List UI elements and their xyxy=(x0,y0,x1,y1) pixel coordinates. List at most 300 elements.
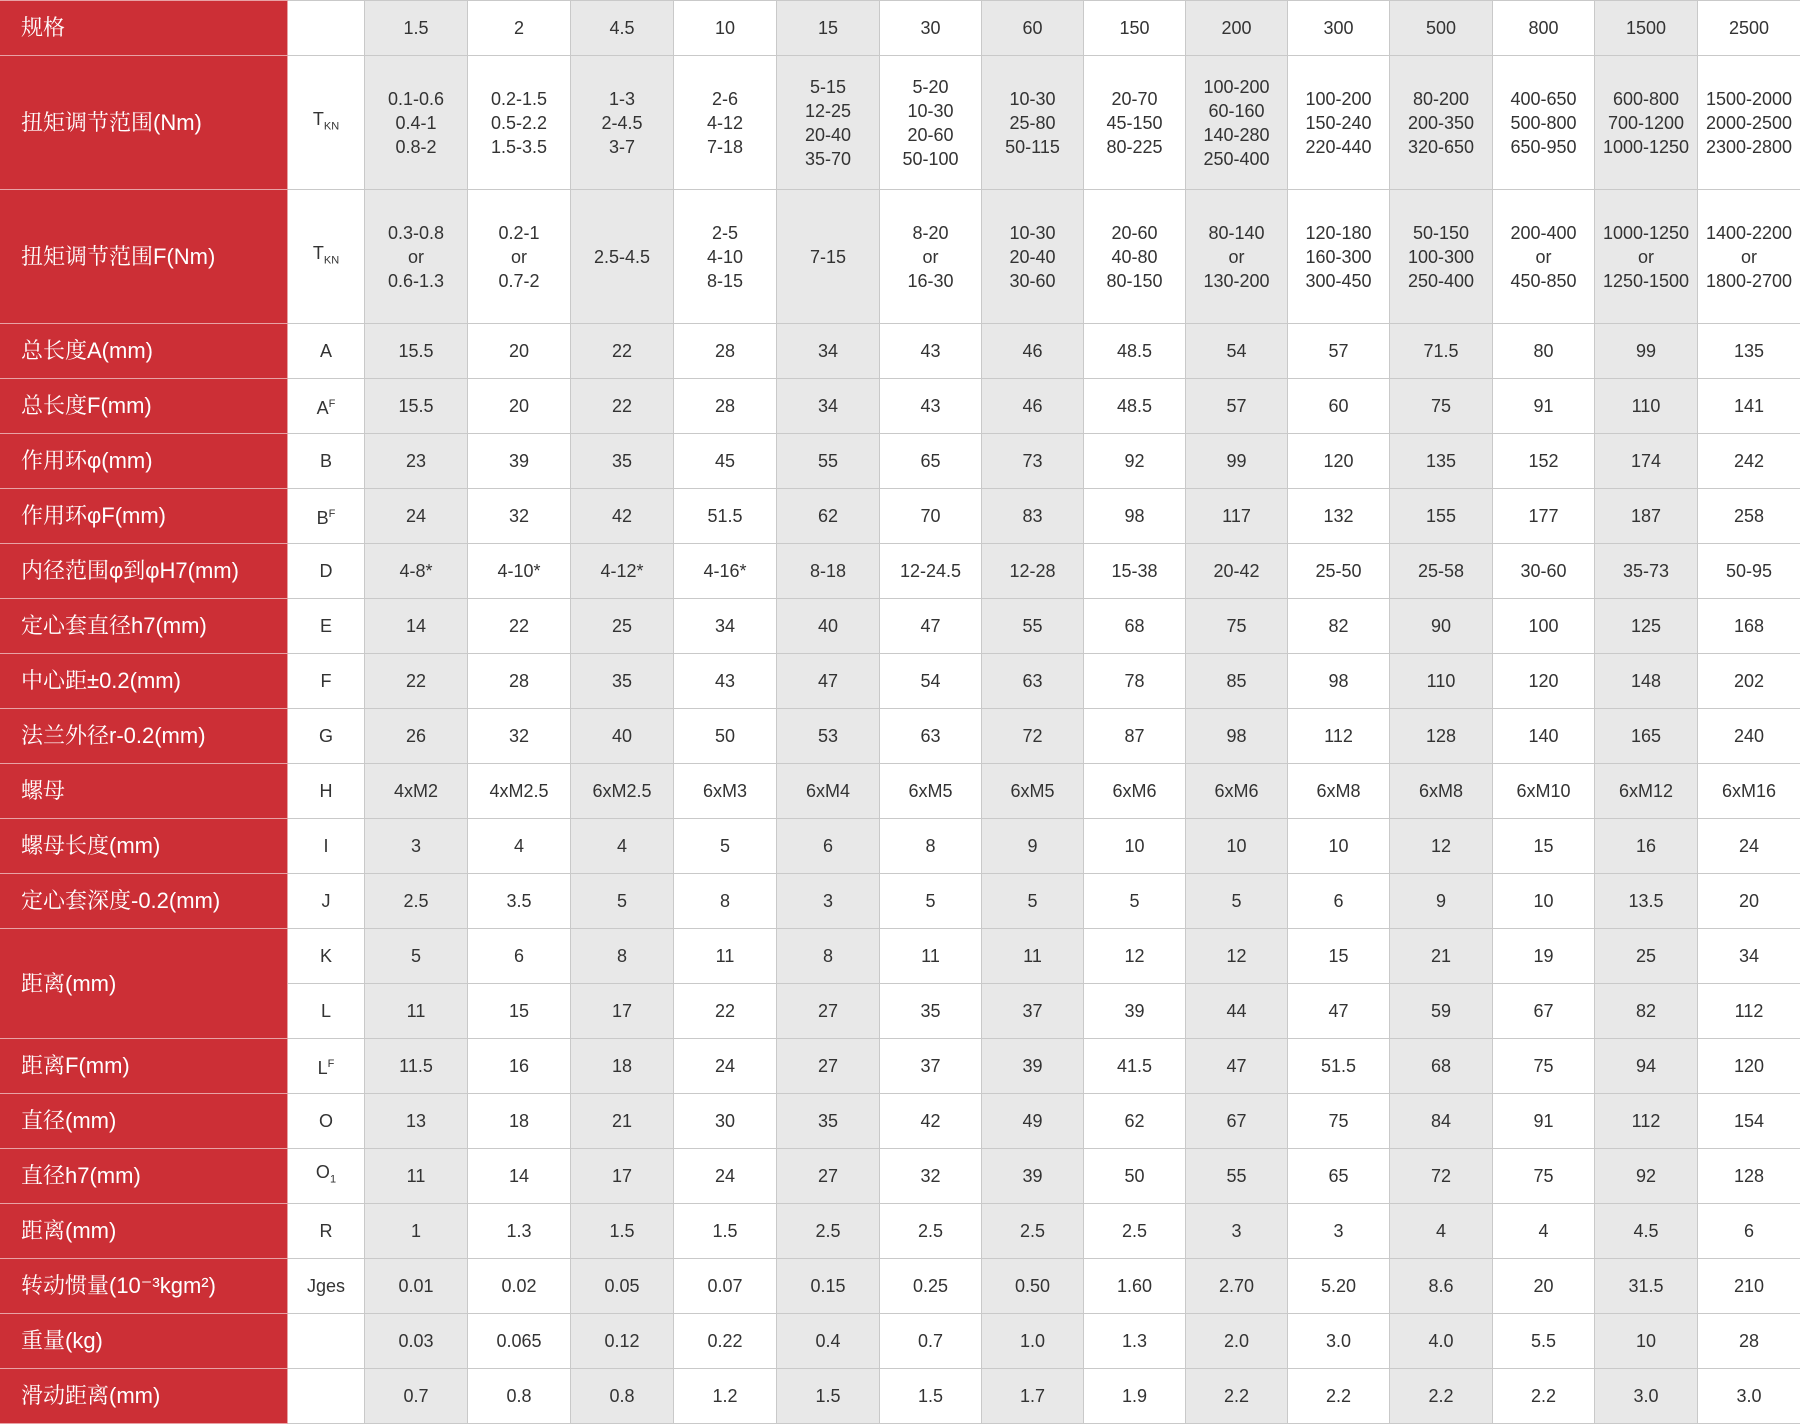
value-cell: 54 xyxy=(1186,324,1288,379)
value-cell: 0.2-1 or 0.7-2 xyxy=(468,190,571,324)
value-cell: 98 xyxy=(1084,489,1186,544)
value-cell: 32 xyxy=(880,1149,982,1204)
row-symbol xyxy=(288,379,365,434)
value-cell: 8 xyxy=(571,929,674,984)
row-label: 距离F(mm) xyxy=(1,1039,288,1094)
symbol-superscript: F xyxy=(329,508,336,520)
value-cell: 6 xyxy=(468,929,571,984)
value-cell: 24 xyxy=(674,1149,777,1204)
value-cell: 20 xyxy=(1493,1259,1595,1314)
value-cell: 1500-2000 2000-2500 2300-2800 xyxy=(1698,56,1800,190)
value-cell: 10 xyxy=(1186,819,1288,874)
value-cell: 148 xyxy=(1595,654,1698,709)
value-cell: 2.2 xyxy=(1493,1369,1595,1424)
value-cell: 20-60 40-80 80-150 xyxy=(1084,190,1186,324)
row-label: 中心距±0.2(mm) xyxy=(1,654,288,709)
row-symbol xyxy=(288,599,365,654)
size-header-cell: 300 xyxy=(1288,1,1390,56)
table-row xyxy=(1,929,1800,984)
value-cell: 0.07 xyxy=(674,1259,777,1314)
row-symbol xyxy=(288,324,365,379)
value-cell: 68 xyxy=(1084,599,1186,654)
value-cell: 47 xyxy=(1288,984,1390,1039)
value-cell: 10-30 25-80 50-115 xyxy=(982,56,1084,190)
symbol-text: K xyxy=(320,946,332,966)
value-cell: 5 xyxy=(880,874,982,929)
value-cell: 5 xyxy=(365,929,468,984)
value-cell: 13 xyxy=(365,1094,468,1149)
row-label: 总长度A(mm) xyxy=(1,324,288,379)
value-cell: 20 xyxy=(468,324,571,379)
value-cell: 11.5 xyxy=(365,1039,468,1094)
value-cell: 24 xyxy=(1698,819,1800,874)
value-cell: 202 xyxy=(1698,654,1800,709)
value-cell: 10 xyxy=(1493,874,1595,929)
value-cell: 32 xyxy=(468,489,571,544)
value-cell: 2.5 xyxy=(365,874,468,929)
value-cell: 2.5 xyxy=(1084,1204,1186,1259)
value-cell: 258 xyxy=(1698,489,1800,544)
value-cell: 2-5 4-10 8-15 xyxy=(674,190,777,324)
value-cell: 0.01 xyxy=(365,1259,468,1314)
symbol-text: J xyxy=(322,891,331,911)
value-cell: 28 xyxy=(674,379,777,434)
row-label: 扭矩调节范围(Nm) xyxy=(1,56,288,190)
row-symbol xyxy=(288,819,365,874)
value-cell: 11 xyxy=(365,984,468,1039)
row-symbol xyxy=(288,1094,365,1149)
value-cell: 12 xyxy=(1390,819,1493,874)
symbol-text: E xyxy=(320,616,332,636)
value-cell: 92 xyxy=(1084,434,1186,489)
table-row xyxy=(1,56,1800,190)
value-cell: 92 xyxy=(1595,1149,1698,1204)
value-cell: 6xM4 xyxy=(777,764,880,819)
value-cell: 83 xyxy=(982,489,1084,544)
value-cell: 43 xyxy=(880,324,982,379)
value-cell: 24 xyxy=(365,489,468,544)
value-cell: 240 xyxy=(1698,709,1800,764)
size-header-cell: 30 xyxy=(880,1,982,56)
value-cell: 51.5 xyxy=(674,489,777,544)
value-cell: 2.5 xyxy=(880,1204,982,1259)
symbol-text: L xyxy=(321,1001,331,1021)
value-cell: 94 xyxy=(1595,1039,1698,1094)
value-cell: 18 xyxy=(468,1094,571,1149)
value-cell: 39 xyxy=(982,1039,1084,1094)
value-cell: 23 xyxy=(365,434,468,489)
value-cell: 4 xyxy=(1493,1204,1595,1259)
value-cell: 20-42 xyxy=(1186,544,1288,599)
symbol-text: O xyxy=(319,1111,333,1131)
symbol-superscript: F xyxy=(329,398,336,410)
value-cell: 27 xyxy=(777,1039,880,1094)
row-symbol xyxy=(288,190,365,324)
value-cell: 62 xyxy=(777,489,880,544)
value-cell: 39 xyxy=(468,434,571,489)
value-cell: 37 xyxy=(880,1039,982,1094)
value-cell: 117 xyxy=(1186,489,1288,544)
value-cell: 6xM2.5 xyxy=(571,764,674,819)
value-cell: 10 xyxy=(1595,1314,1698,1369)
value-cell: 25-58 xyxy=(1390,544,1493,599)
value-cell: 110 xyxy=(1595,379,1698,434)
value-cell: 22 xyxy=(571,324,674,379)
value-cell: 50-95 xyxy=(1698,544,1800,599)
value-cell: 82 xyxy=(1595,984,1698,1039)
symbol-text: Jges xyxy=(307,1276,345,1296)
value-cell: 57 xyxy=(1288,324,1390,379)
value-cell: 37 xyxy=(982,984,1084,1039)
value-cell: 62 xyxy=(1084,1094,1186,1149)
value-cell: 21 xyxy=(1390,929,1493,984)
value-cell: 11 xyxy=(880,929,982,984)
value-cell: 6xM6 xyxy=(1186,764,1288,819)
size-header-cell: 2500 xyxy=(1698,1,1800,56)
value-cell: 55 xyxy=(982,599,1084,654)
value-cell: 75 xyxy=(1493,1039,1595,1094)
value-cell: 15 xyxy=(1288,929,1390,984)
value-cell: 15.5 xyxy=(365,324,468,379)
value-cell: 165 xyxy=(1595,709,1698,764)
value-cell: 43 xyxy=(674,654,777,709)
value-cell: 32 xyxy=(468,709,571,764)
value-cell: 15 xyxy=(468,984,571,1039)
row-symbol xyxy=(288,764,365,819)
value-cell: 6 xyxy=(1288,874,1390,929)
table-row xyxy=(1,709,1800,764)
row-label: 作用环φ(mm) xyxy=(1,434,288,489)
value-cell: 210 xyxy=(1698,1259,1800,1314)
table-row xyxy=(1,1369,1800,1424)
value-cell: 68 xyxy=(1390,1039,1493,1094)
value-cell: 1.5 xyxy=(571,1204,674,1259)
value-cell: 4-16* xyxy=(674,544,777,599)
value-cell: 73 xyxy=(982,434,1084,489)
value-cell: 2.70 xyxy=(1186,1259,1288,1314)
value-cell: 112 xyxy=(1595,1094,1698,1149)
row-label: 定心套深度-0.2(mm) xyxy=(1,874,288,929)
value-cell: 60 xyxy=(1288,379,1390,434)
value-cell: 85 xyxy=(1186,654,1288,709)
value-cell: 3 xyxy=(1186,1204,1288,1259)
row-label: 螺母 xyxy=(1,764,288,819)
value-cell: 71.5 xyxy=(1390,324,1493,379)
value-cell: 2-6 4-12 7-18 xyxy=(674,56,777,190)
symbol-subscript: KN xyxy=(324,120,339,132)
value-cell: 48.5 xyxy=(1084,324,1186,379)
value-cell: 2.5 xyxy=(982,1204,1084,1259)
value-cell: 18 xyxy=(571,1039,674,1094)
row-label: 直径(mm) xyxy=(1,1094,288,1149)
value-cell: 91 xyxy=(1493,1094,1595,1149)
value-cell: 72 xyxy=(982,709,1084,764)
value-cell: 0.3-0.8 or 0.6-1.3 xyxy=(365,190,468,324)
row-symbol xyxy=(288,1314,365,1369)
row-symbol xyxy=(288,1259,365,1314)
value-cell: 75 xyxy=(1390,379,1493,434)
table-row xyxy=(1,1259,1800,1314)
value-cell: 10 xyxy=(1084,819,1186,874)
value-cell: 22 xyxy=(365,654,468,709)
value-cell: 35 xyxy=(571,434,674,489)
row-symbol xyxy=(288,1204,365,1259)
value-cell: 0.22 xyxy=(674,1314,777,1369)
value-cell: 35 xyxy=(571,654,674,709)
value-cell: 120 xyxy=(1493,654,1595,709)
value-cell: 72 xyxy=(1390,1149,1493,1204)
value-cell: 14 xyxy=(468,1149,571,1204)
table-row xyxy=(1,1149,1800,1204)
row-label: 扭矩调节范围F(Nm) xyxy=(1,190,288,324)
value-cell: 6 xyxy=(777,819,880,874)
value-cell: 3 xyxy=(777,874,880,929)
symbol-text: T xyxy=(313,243,324,263)
size-header-cell: 1.5 xyxy=(365,1,468,56)
value-cell: 40 xyxy=(777,599,880,654)
table-row xyxy=(1,190,1800,324)
symbol-text: B xyxy=(317,508,329,528)
value-cell: 1.9 xyxy=(1084,1369,1186,1424)
value-cell: 34 xyxy=(1698,929,1800,984)
value-cell: 46 xyxy=(982,324,1084,379)
value-cell: 48.5 xyxy=(1084,379,1186,434)
value-cell: 50 xyxy=(674,709,777,764)
value-cell: 51.5 xyxy=(1288,1039,1390,1094)
value-cell: 1000-1250 or 1250-1500 xyxy=(1595,190,1698,324)
row-symbol xyxy=(288,874,365,929)
value-cell: 35 xyxy=(777,1094,880,1149)
value-cell: 11 xyxy=(365,1149,468,1204)
value-cell: 35 xyxy=(880,984,982,1039)
value-cell: 80 xyxy=(1493,324,1595,379)
value-cell: 9 xyxy=(1390,874,1493,929)
value-cell: 135 xyxy=(1390,434,1493,489)
value-cell: 155 xyxy=(1390,489,1493,544)
value-cell: 53 xyxy=(777,709,880,764)
value-cell: 5-20 10-30 20-60 50-100 xyxy=(880,56,982,190)
value-cell: 4xM2.5 xyxy=(468,764,571,819)
value-cell: 15 xyxy=(1493,819,1595,874)
value-cell: 28 xyxy=(674,324,777,379)
value-cell: 13.5 xyxy=(1595,874,1698,929)
value-cell: 174 xyxy=(1595,434,1698,489)
value-cell: 70 xyxy=(880,489,982,544)
value-cell: 187 xyxy=(1595,489,1698,544)
row-symbol xyxy=(288,984,365,1039)
symbol-superscript: F xyxy=(328,1058,335,1070)
value-cell: 4-8* xyxy=(365,544,468,599)
value-cell: 22 xyxy=(571,379,674,434)
value-cell: 141 xyxy=(1698,379,1800,434)
value-cell: 44 xyxy=(1186,984,1288,1039)
value-cell: 0.05 xyxy=(571,1259,674,1314)
value-cell: 5 xyxy=(571,874,674,929)
value-cell: 1.5 xyxy=(674,1204,777,1259)
row-label: 滑动距离(mm) xyxy=(1,1369,288,1424)
value-cell: 63 xyxy=(880,709,982,764)
value-cell: 2.2 xyxy=(1390,1369,1493,1424)
value-cell: 75 xyxy=(1493,1149,1595,1204)
symbol-text: G xyxy=(319,726,333,746)
value-cell: 17 xyxy=(571,984,674,1039)
table-row xyxy=(1,874,1800,929)
row-label: 螺母长度(mm) xyxy=(1,819,288,874)
value-cell: 41.5 xyxy=(1084,1039,1186,1094)
value-cell: 8.6 xyxy=(1390,1259,1493,1314)
header-symbol-cell xyxy=(288,1,365,56)
value-cell: 4 xyxy=(468,819,571,874)
value-cell: 30 xyxy=(674,1094,777,1149)
size-header-cell: 500 xyxy=(1390,1,1493,56)
value-cell: 22 xyxy=(674,984,777,1039)
value-cell: 47 xyxy=(1186,1039,1288,1094)
size-header-cell: 2 xyxy=(468,1,571,56)
value-cell: 4 xyxy=(571,819,674,874)
value-cell: 100-200 150-240 220-440 xyxy=(1288,56,1390,190)
value-cell: 0.8 xyxy=(571,1369,674,1424)
value-cell: 55 xyxy=(1186,1149,1288,1204)
value-cell: 26 xyxy=(365,709,468,764)
row-label: 直径h7(mm) xyxy=(1,1149,288,1204)
row-symbol xyxy=(288,544,365,599)
value-cell: 100-200 60-160 140-280 250-400 xyxy=(1186,56,1288,190)
value-cell: 0.1-0.6 0.4-1 0.8-2 xyxy=(365,56,468,190)
value-cell: 47 xyxy=(880,599,982,654)
value-cell: 0.7 xyxy=(365,1369,468,1424)
value-cell: 132 xyxy=(1288,489,1390,544)
size-header-cell: 4.5 xyxy=(571,1,674,56)
value-cell: 34 xyxy=(777,379,880,434)
value-cell: 2.2 xyxy=(1288,1369,1390,1424)
value-cell: 4-12* xyxy=(571,544,674,599)
value-cell: 3 xyxy=(365,819,468,874)
value-cell: 57 xyxy=(1186,379,1288,434)
value-cell: 5-15 12-25 20-40 35-70 xyxy=(777,56,880,190)
value-cell: 0.02 xyxy=(468,1259,571,1314)
value-cell: 12 xyxy=(1186,929,1288,984)
row-symbol xyxy=(288,929,365,984)
value-cell: 42 xyxy=(571,489,674,544)
value-cell: 112 xyxy=(1288,709,1390,764)
value-cell: 6xM6 xyxy=(1084,764,1186,819)
value-cell: 43 xyxy=(880,379,982,434)
value-cell: 27 xyxy=(777,984,880,1039)
value-cell: 6xM12 xyxy=(1595,764,1698,819)
value-cell: 47 xyxy=(777,654,880,709)
row-symbol xyxy=(288,1149,365,1204)
value-cell: 6 xyxy=(1698,1204,1800,1259)
value-cell: 600-800 700-1200 1000-1250 xyxy=(1595,56,1698,190)
table-row xyxy=(1,434,1800,489)
row-symbol xyxy=(288,1039,365,1094)
row-symbol xyxy=(288,56,365,190)
symbol-subscript: KN xyxy=(324,254,339,266)
value-cell: 9 xyxy=(982,819,1084,874)
row-label: 定心套直径h7(mm) xyxy=(1,599,288,654)
value-cell: 84 xyxy=(1390,1094,1493,1149)
value-cell: 3.0 xyxy=(1698,1369,1800,1424)
value-cell: 99 xyxy=(1186,434,1288,489)
value-cell: 2.0 xyxy=(1186,1314,1288,1369)
value-cell: 67 xyxy=(1186,1094,1288,1149)
value-cell: 177 xyxy=(1493,489,1595,544)
value-cell: 11 xyxy=(674,929,777,984)
value-cell: 8 xyxy=(777,929,880,984)
table-row xyxy=(1,1314,1800,1369)
value-cell: 28 xyxy=(1698,1314,1800,1369)
value-cell: 112 xyxy=(1698,984,1800,1039)
value-cell: 75 xyxy=(1288,1094,1390,1149)
value-cell: 20-70 45-150 80-225 xyxy=(1084,56,1186,190)
value-cell: 46 xyxy=(982,379,1084,434)
value-cell: 3.0 xyxy=(1288,1314,1390,1369)
value-cell: 35-73 xyxy=(1595,544,1698,599)
value-cell: 16 xyxy=(1595,819,1698,874)
value-cell: 154 xyxy=(1698,1094,1800,1149)
value-cell: 6xM5 xyxy=(880,764,982,819)
size-header-cell: 15 xyxy=(777,1,880,56)
table-row xyxy=(1,819,1800,874)
value-cell: 25 xyxy=(571,599,674,654)
value-cell: 99 xyxy=(1595,324,1698,379)
value-cell: 168 xyxy=(1698,599,1800,654)
value-cell: 98 xyxy=(1288,654,1390,709)
symbol-text: F xyxy=(321,671,332,691)
value-cell: 3 xyxy=(1288,1204,1390,1259)
value-cell: 200-400 or 450-850 xyxy=(1493,190,1595,324)
row-symbol xyxy=(288,654,365,709)
value-cell: 4xM2 xyxy=(365,764,468,819)
value-cell: 3.5 xyxy=(468,874,571,929)
value-cell: 65 xyxy=(1288,1149,1390,1204)
value-cell: 0.065 xyxy=(468,1314,571,1369)
value-cell: 4 xyxy=(1390,1204,1493,1259)
value-cell: 30-60 xyxy=(1493,544,1595,599)
value-cell: 90 xyxy=(1390,599,1493,654)
value-cell: 1400-2200 or 1800-2700 xyxy=(1698,190,1800,324)
value-cell: 100 xyxy=(1493,599,1595,654)
value-cell: 75 xyxy=(1186,599,1288,654)
value-cell: 120 xyxy=(1698,1039,1800,1094)
value-cell: 55 xyxy=(777,434,880,489)
value-cell: 120 xyxy=(1288,434,1390,489)
table-row xyxy=(1,324,1800,379)
value-cell: 80-200 200-350 320-650 xyxy=(1390,56,1493,190)
value-cell: 15.5 xyxy=(365,379,468,434)
table-row xyxy=(1,654,1800,709)
row-label: 转动惯量(10⁻³kgm²) xyxy=(1,1259,288,1314)
value-cell: 31.5 xyxy=(1595,1259,1698,1314)
value-cell: 11 xyxy=(982,929,1084,984)
row-label: 重量(kg) xyxy=(1,1314,288,1369)
value-cell: 34 xyxy=(674,599,777,654)
size-header-cell: 1500 xyxy=(1595,1,1698,56)
value-cell: 128 xyxy=(1698,1149,1800,1204)
row-label: 总长度F(mm) xyxy=(1,379,288,434)
value-cell: 5 xyxy=(1186,874,1288,929)
symbol-text: A xyxy=(320,341,332,361)
value-cell: 20 xyxy=(468,379,571,434)
value-cell: 0.25 xyxy=(880,1259,982,1314)
value-cell: 4.5 xyxy=(1595,1204,1698,1259)
table-row xyxy=(1,599,1800,654)
value-cell: 6xM16 xyxy=(1698,764,1800,819)
value-cell: 34 xyxy=(777,324,880,379)
value-cell: 17 xyxy=(571,1149,674,1204)
value-cell: 14 xyxy=(365,599,468,654)
value-cell: 7-15 xyxy=(777,190,880,324)
